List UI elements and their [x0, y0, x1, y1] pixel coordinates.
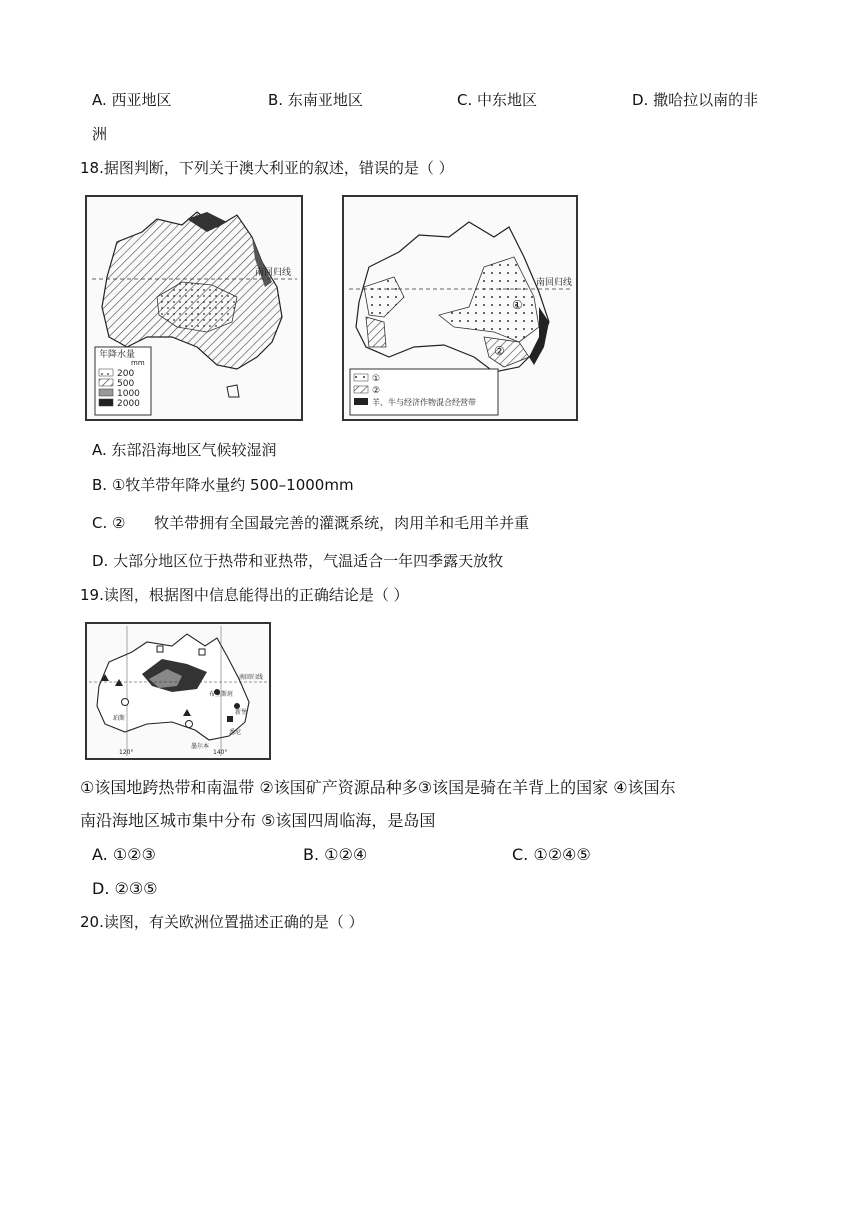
q18-map2-tropic-label: 南回归线: [536, 278, 573, 288]
longitude-140-label: 140°: [213, 749, 228, 756]
q17-option-a[interactable]: A. 西亚地区: [92, 91, 172, 109]
q20-stem: 20.读图，有关欧洲位置描述正确的是（ ）: [80, 913, 364, 931]
legend-unit: mm: [131, 359, 145, 367]
q19-option-a[interactable]: A. ①②③: [92, 845, 156, 864]
longitude-120-label: 120°: [119, 749, 134, 756]
tropic-label: 南回归线: [239, 674, 264, 681]
brisbane-label: 布里斯班: [209, 691, 234, 698]
legend-zone-1: ①: [372, 374, 381, 384]
q18-option-c[interactable]: C. ② 牧羊带拥有全国最完善的灌溉系统，肉用羊和毛用羊并重: [92, 514, 530, 532]
zone-1-label: ①: [512, 298, 523, 312]
newcastle-label: 新堡: [235, 709, 248, 716]
q18-option-a[interactable]: A. 东部沿海地区气候较湿润: [92, 441, 277, 459]
q19-option-c[interactable]: C. ①②④⑤: [512, 845, 591, 864]
zone-2-label: ②: [494, 344, 505, 358]
q18-option-b[interactable]: B. ①牧羊带年降水量约 500–1000mm: [92, 476, 354, 494]
q19-resource-map: [85, 622, 271, 760]
q19-statements-line-1: ①该国地跨热带和南温带 ②该国矿产资源品种多③该国是骑在羊背上的国家 ④该国东: [80, 778, 676, 797]
q18-map1-tropic-label: 南回归线: [255, 268, 292, 278]
q17-option-c[interactable]: C. 中东地区: [457, 91, 538, 109]
legend-zone-2: ②: [372, 386, 381, 396]
q19-statements-line-2: 南沿海地区城市集中分布 ⑤该国四周临海，是岛国: [80, 811, 436, 830]
legend-value-2000: 2000: [117, 399, 140, 409]
q18-farming-map: [342, 195, 578, 421]
perth-label: 珀斯: [113, 715, 126, 722]
q19-option-d[interactable]: D. ②③⑤: [92, 879, 158, 898]
legend-mixed-farming: 羊、牛与经济作物混合经营带: [372, 398, 476, 407]
q17-option-b[interactable]: B. 东南亚地区: [268, 91, 363, 109]
legend-value-500: 500: [117, 379, 135, 389]
legend-value-1000: 1000: [117, 389, 140, 399]
q18-precipitation-map: [85, 195, 303, 421]
sydney-label: 悉尼: [229, 729, 242, 736]
q18-stem: 18.据图判断，下列关于澳大利亚的叙述，错误的是（ ）: [80, 159, 454, 177]
legend-title: 年降水量: [99, 350, 136, 360]
q17-option-d[interactable]: D. 撒哈拉以南的非: [632, 91, 759, 109]
legend-value-200: 200: [117, 369, 135, 379]
q19-option-b[interactable]: B. ①②④: [303, 845, 368, 864]
q17-option-d-wrap: 洲: [92, 125, 108, 143]
q18-option-d[interactable]: D. 大部分地区位于热带和亚热带，气温适合一年四季露天放牧: [92, 552, 504, 570]
melbourne-label: 墨尔本: [191, 743, 210, 750]
q19-stem: 19.读图，根据图中信息能得出的正确结论是（ ）: [80, 586, 409, 604]
